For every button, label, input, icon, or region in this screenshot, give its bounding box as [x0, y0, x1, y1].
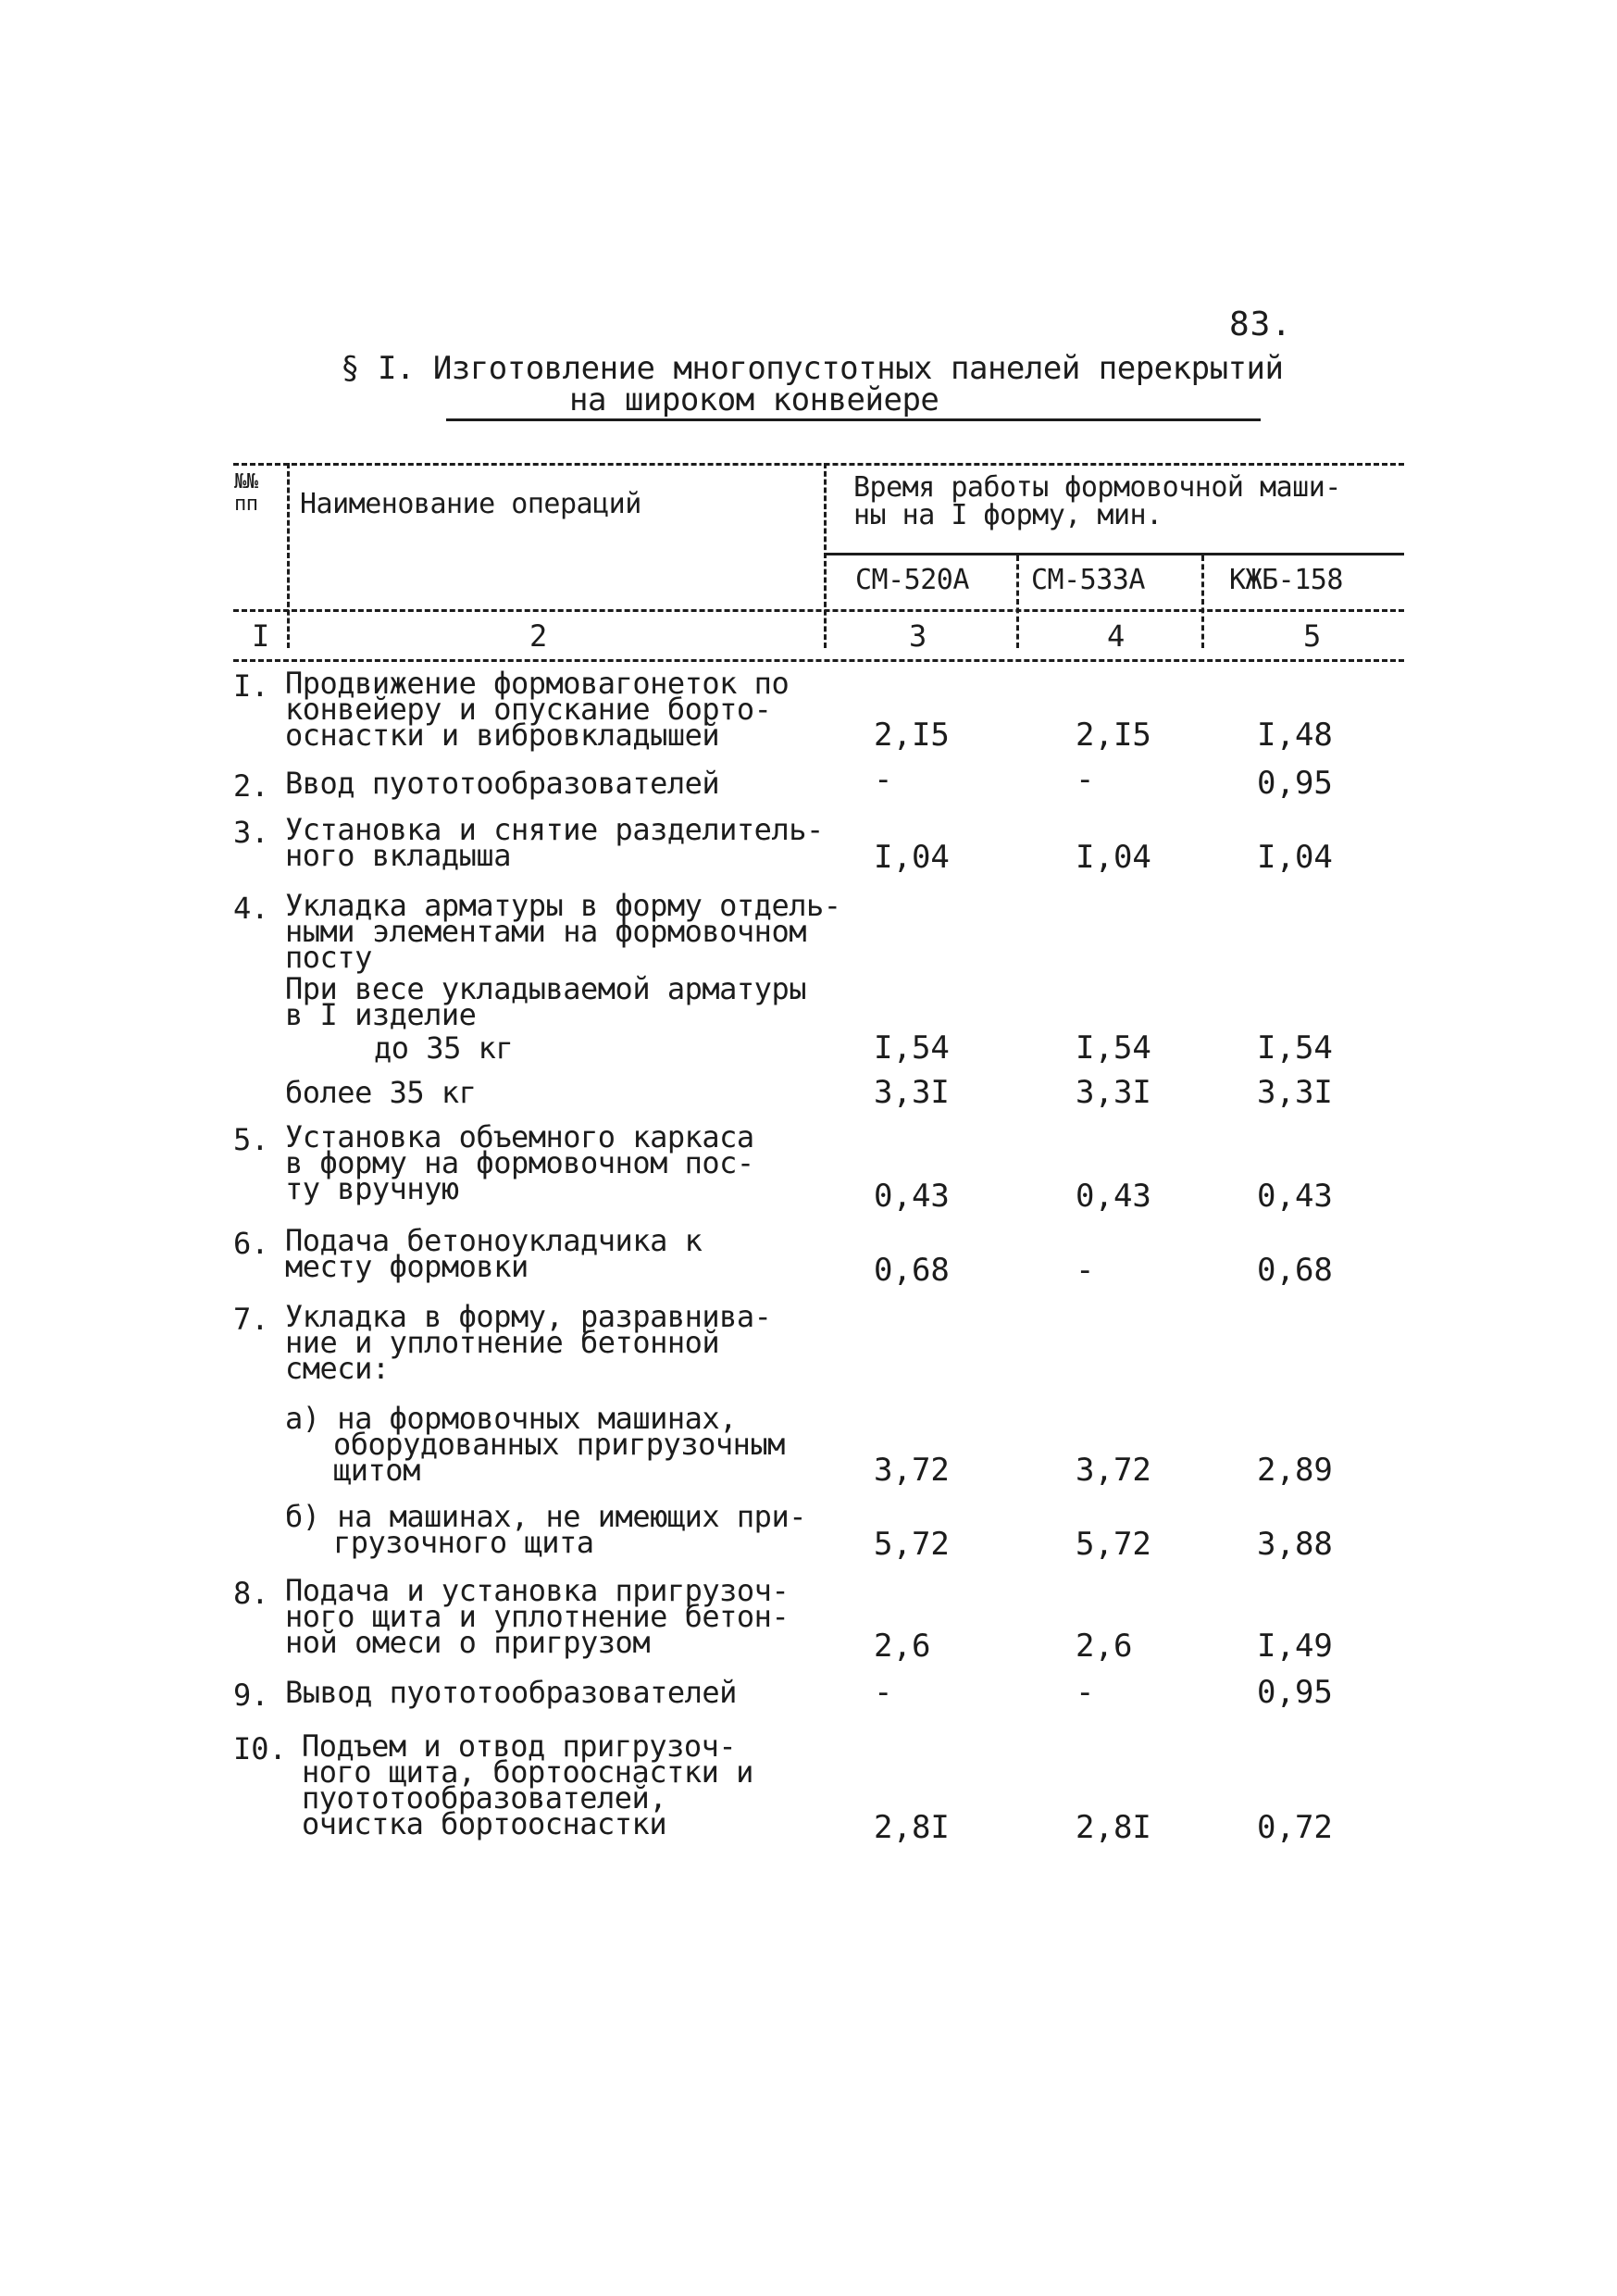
operation-text: Подъем и отвод пригрузоч-: [302, 1728, 737, 1764]
col-divider-num: [287, 463, 290, 648]
operation-text: ной омеси о пригрузом: [285, 1625, 651, 1660]
row-number: 3.: [233, 815, 269, 850]
value-kzhb158: 2,89: [1257, 1452, 1333, 1489]
operation-text: Продвижение формовагонеток по: [285, 666, 790, 701]
operation-text: б) на машинах, не имеющих при-: [285, 1499, 806, 1534]
value-kzhb158: I,49: [1257, 1628, 1333, 1665]
row-number: 7.: [233, 1302, 269, 1337]
operation-text: Ввод пуототообразователей: [285, 766, 720, 801]
header-numbers-rule: [233, 609, 1404, 612]
header-machine-2: СМ-533А: [1031, 564, 1145, 596]
value-kzhb158: 3,3I: [1257, 1074, 1333, 1111]
header-num-line-1: №№: [234, 470, 258, 493]
value-cm520a: 0,43: [874, 1178, 950, 1215]
col-number-2: 2: [529, 618, 548, 654]
col-number-5: 5: [1303, 618, 1322, 654]
operation-text: ного щита, бортооснастки и: [302, 1754, 753, 1790]
row-number: 8.: [233, 1576, 269, 1611]
header-time-line-2: ны на I форму, мин.: [853, 499, 1163, 531]
machines-rule: [824, 553, 1404, 555]
value-cm533a: 3,72: [1076, 1452, 1151, 1489]
operation-text: до 35 кг: [374, 1030, 514, 1066]
value-cm533a: I,54: [1076, 1029, 1151, 1067]
value-cm520a: I,54: [874, 1029, 950, 1067]
page-number: 83.: [1229, 306, 1293, 343]
value-cm533a: 2,6: [1076, 1628, 1133, 1665]
col-divider-machine-2: [1201, 555, 1204, 648]
value-cm533a: -: [1076, 761, 1095, 798]
header-num-line-2: пп: [234, 493, 258, 516]
value-cm533a: 0,43: [1076, 1178, 1151, 1215]
col-number-1: I: [252, 618, 270, 654]
row-number: I0.: [233, 1731, 287, 1766]
value-cm533a: 3,3I: [1076, 1074, 1151, 1111]
operation-text: ту вручную: [285, 1171, 459, 1206]
operation-text: ного щита и уплотнение бетон-: [285, 1599, 790, 1634]
row-number: I.: [233, 668, 269, 704]
operation-text: Установка объемного каркаса: [285, 1119, 754, 1154]
operation-text: Подача бетоноукладчика к: [285, 1223, 703, 1258]
value-cm533a: 2,8I: [1076, 1809, 1151, 1846]
table-top-rule: [233, 463, 1404, 466]
row-number: 6.: [233, 1226, 269, 1261]
title-underline: [446, 418, 1261, 421]
row-number: 9.: [233, 1678, 269, 1713]
operation-text: Установка и снятие разделитель-: [285, 812, 824, 847]
row-number: 4.: [233, 891, 269, 926]
value-cm533a: -: [1076, 1674, 1095, 1711]
operation-text: Укладка в форму, разравнива-: [285, 1299, 772, 1334]
header-operation-name: Наименование операций: [300, 488, 641, 520]
value-cm533a: 2,I5: [1076, 717, 1151, 754]
value-kzhb158: I,48: [1257, 717, 1333, 754]
header-machine-1: СМ-520А: [855, 564, 969, 596]
value-cm520a: 0,68: [874, 1252, 950, 1289]
operation-text: оснастки и вибровкладышей: [285, 718, 720, 753]
col-number-4: 4: [1107, 618, 1126, 654]
operation-text: в форму на формовочном пос-: [285, 1145, 754, 1180]
operation-text: щитом: [333, 1453, 420, 1488]
col-divider-name: [824, 463, 827, 648]
operation-text: конвейеру и опускание борто-: [285, 692, 772, 727]
row-number: 2.: [233, 768, 269, 804]
operation-text: посту: [285, 940, 372, 975]
value-kzhb158: 0,95: [1257, 765, 1333, 802]
operation-text: ными элементами на формовочном: [285, 914, 806, 949]
value-kzhb158: 0,68: [1257, 1252, 1333, 1289]
header-machine-3: КЖБ-158: [1229, 564, 1343, 596]
value-cm520a: 2,I5: [874, 717, 950, 754]
value-kzhb158: 0,95: [1257, 1674, 1333, 1711]
operation-text: пуототообразователей,: [302, 1780, 667, 1816]
header-time-line-1: Время работы формовочной маши-: [853, 471, 1341, 504]
operation-text: оборудованных пригрузочным: [333, 1427, 785, 1462]
value-kzhb158: I,04: [1257, 839, 1333, 876]
section-title-line-1: § I. Изготовление многопустотных панелей перекрытий: [341, 350, 1284, 387]
operation-text: Укладка арматуры в форму отдель-: [285, 888, 841, 923]
header-bottom-rule: [233, 659, 1404, 662]
value-kzhb158: I,54: [1257, 1029, 1333, 1067]
value-cm520a: -: [874, 761, 893, 798]
col-number-3: 3: [909, 618, 927, 654]
operation-text: в I изделие: [285, 997, 477, 1032]
operation-text: а) на формовочных машинах,: [285, 1401, 737, 1436]
value-cm533a: -: [1076, 1252, 1095, 1289]
value-cm533a: I,04: [1076, 839, 1151, 876]
operation-text: смеси:: [285, 1351, 390, 1386]
value-cm520a: 2,6: [874, 1628, 931, 1665]
operation-text: очистка бортооснастки: [302, 1806, 667, 1841]
operation-text: Подача и установка пригрузоч-: [285, 1573, 790, 1608]
operation-text: При весе укладываемой арматуры: [285, 971, 806, 1006]
value-cm520a: 5,72: [874, 1526, 950, 1563]
value-cm533a: 5,72: [1076, 1526, 1151, 1563]
operation-text: Вывод пуототообразователей: [285, 1675, 737, 1710]
value-kzhb158: 0,72: [1257, 1809, 1333, 1846]
value-kzhb158: 0,43: [1257, 1178, 1333, 1215]
value-kzhb158: 3,88: [1257, 1526, 1333, 1563]
value-cm520a: 3,72: [874, 1452, 950, 1489]
operation-text: ние и уплотнение бетонной: [285, 1325, 720, 1360]
value-cm520a: 3,3I: [874, 1074, 950, 1111]
operation-text: более 35 кг: [285, 1075, 477, 1110]
row-number: 5.: [233, 1122, 269, 1157]
value-cm520a: 2,8I: [874, 1809, 950, 1846]
col-divider-machine-1: [1016, 555, 1019, 648]
value-cm520a: I,04: [874, 839, 950, 876]
section-title-line-2: на широком конвейере: [569, 381, 939, 418]
value-cm520a: -: [874, 1674, 893, 1711]
operation-text: месту формовки: [285, 1249, 529, 1284]
operation-text: ного вкладыша: [285, 838, 511, 873]
operation-text: грузочного щита: [333, 1525, 594, 1560]
